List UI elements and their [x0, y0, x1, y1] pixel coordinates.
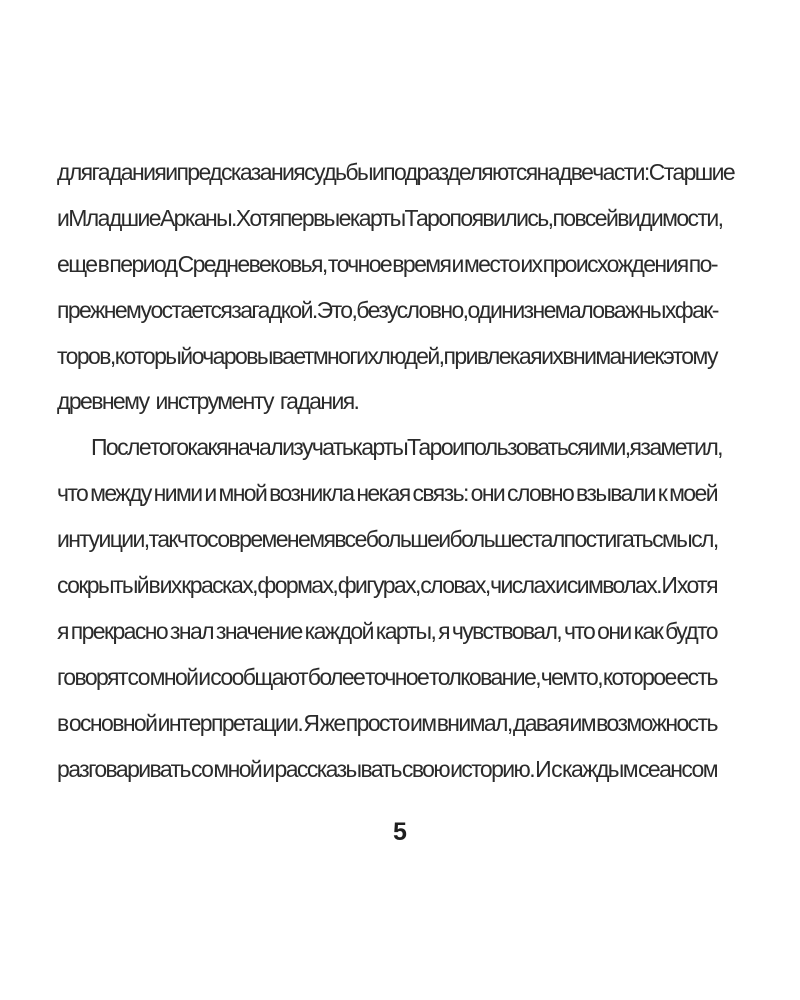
text-line: После того как я начал изучать карты Таро и пользоваться ими, я заметил, [91, 434, 722, 461]
text-line: я прекрасно знал значение каждой карты, я чувствовал, что они как будто [57, 617, 717, 644]
text-line: что между ними и мной возникла некая связь: они словно взывали к моей [57, 480, 717, 507]
paragraph [57, 150, 735, 425]
paragraph [57, 425, 722, 792]
body-text [57, 150, 735, 792]
text-line: древнему инструменту гадания. [57, 388, 359, 415]
text-line: говорят со мной и сообщают более точное толкование, чем то, которое есть [57, 663, 717, 690]
text-line: интуиции, так что со временем я все больше и больше стал постигать смысл, [57, 526, 718, 553]
page-number: 5 [393, 818, 407, 846]
text-line: еще в период Средневековья, точное время и место их происхождения по- [57, 250, 717, 277]
text-line: и Младшие Арканы. Хотя первые карты Таро появились, по всей видимости, [57, 204, 723, 231]
text-line: разговаривать со мной и рассказывать свою историю. И с каждым сеансом [57, 755, 717, 782]
text-line: для гадания и предсказания судьбы и подразделяются на две части: Старшие [57, 159, 735, 185]
text-line: прежнему остается загадкой. Это, безусловно, один из немаловажных фак- [57, 296, 718, 323]
text-line: в основной интерпретации. Я же просто им внимал, давая им возможность [57, 709, 717, 736]
text-line: сокрытый в их красках, формах, фигурах, словах, числах и символах. И хотя [57, 572, 717, 599]
text-line: торов, который очаровывает многих людей, привлекая их внимание к этому [57, 342, 717, 369]
